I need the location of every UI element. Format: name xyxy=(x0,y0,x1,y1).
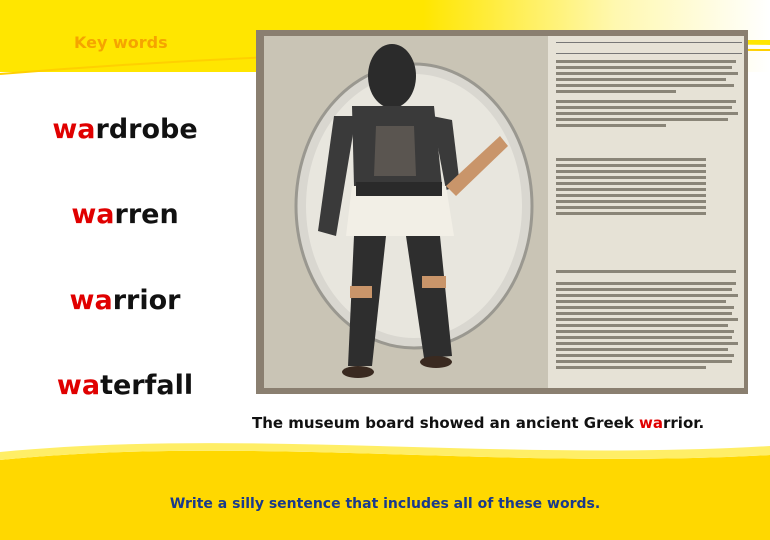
word-highlight: wa xyxy=(56,370,101,401)
word-highlight: wa xyxy=(52,114,96,145)
word-rest: rren xyxy=(114,199,179,230)
word-highlight: wa xyxy=(69,285,113,316)
word-rest: terfall xyxy=(100,370,194,401)
board-title-bar xyxy=(556,42,742,54)
key-word-waterfall xyxy=(0,370,250,401)
board-text-lines xyxy=(556,56,742,386)
word-rest: rdrobe xyxy=(95,114,198,145)
warrior-illustration xyxy=(264,36,548,388)
caption-text-after: rrior. xyxy=(663,414,705,432)
bottom-yellow-band xyxy=(0,440,770,540)
key-words-heading: Key words xyxy=(74,33,168,52)
caption-highlight: wa xyxy=(639,414,664,432)
key-word-wardrobe xyxy=(0,114,250,145)
key-word-warrior xyxy=(0,285,250,316)
instruction-text: Write a silly sentence that includes all of these words. xyxy=(169,496,601,512)
word-rest: rrior xyxy=(112,285,181,316)
photo-caption xyxy=(252,414,752,432)
key-word-warren xyxy=(0,199,250,230)
caption-text-before: The museum board showed an ancient Greek xyxy=(252,414,640,432)
word-highlight: wa xyxy=(71,199,115,230)
